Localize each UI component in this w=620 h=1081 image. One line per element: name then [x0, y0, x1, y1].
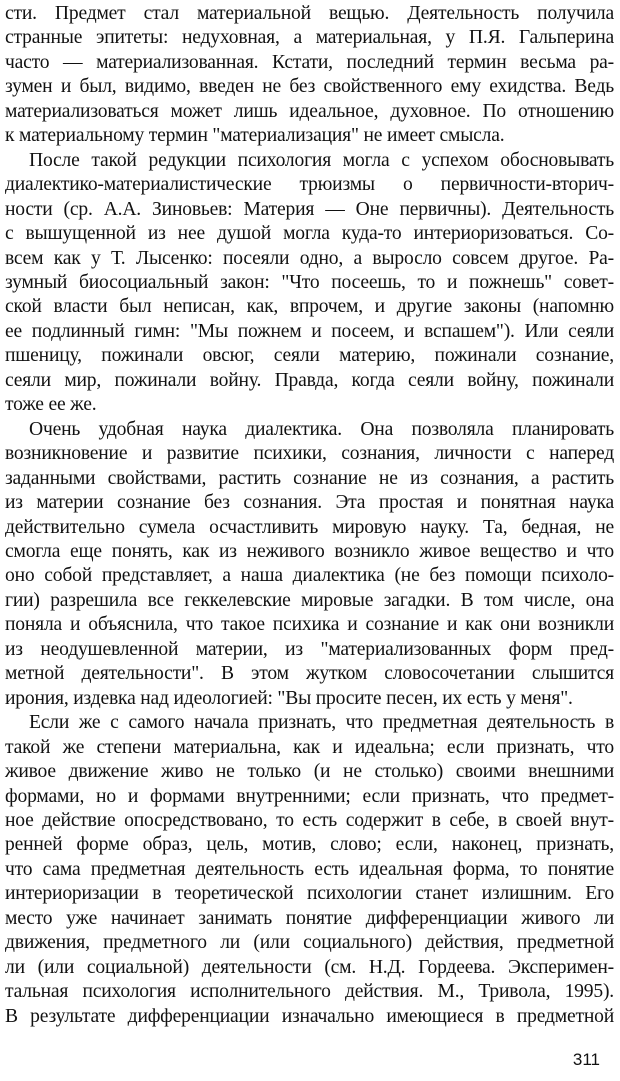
text-line: странные эпитеты: недуховная, а материальная, у П.Я. Гальперина — [5, 27, 614, 49]
text-line: интериоризации в теоретической психологии станет излишним. Его — [5, 883, 614, 905]
text-line: сеяли мир, пожинали войну. Правда, когда сеяли войну, пожинали — [5, 369, 614, 391]
text-line: поняла и объяснила, что такое психика и сознание и как они возникли — [5, 614, 614, 636]
text-line: из неодушевленной материи, из "материализованных форм пред- — [5, 638, 614, 660]
text-line: часто — материализованная. Кстати, последний термин весьма ра- — [5, 51, 614, 73]
text-line: пшеницу, пожинали овсюг, сеяли материю, пожинали сознание, — [5, 345, 614, 367]
text-line: тальная психология исполнительного действия. М., Тривола, 1995). — [5, 981, 614, 1003]
text-line: заданными свойствами, растить сознание не из сознания, а растить — [5, 467, 614, 489]
text-line: ли (или социальной) деятельности (см. Н.Д. Гордеева. Эксперимен- — [5, 956, 614, 978]
text-line: ное действие опосредствовано, то есть содержит в себе, в своей внут- — [5, 809, 614, 831]
text-line: зумен и был, видимо, введен не без свойственного ему ехидства. Ведь — [5, 76, 614, 98]
text-line: сти. Предмет стал материальной вещью. Деятельность получила — [5, 3, 614, 24]
text-line: место уже начинает занимать понятие дифференциации живого ли — [5, 907, 614, 929]
text-line: ской власти был неписан, как, впрочем, и другие законы (напомню — [5, 296, 614, 318]
text-line: Если же с самого начала признать, что предметная деятельность в — [29, 712, 614, 734]
text-line: смогла еще понять, как из неживого возникло живое вещество и что — [5, 540, 614, 562]
text-line: ее подлинный гимн: "Мы пожнем и посеем, и вспашем"). Или сеяли — [5, 320, 614, 342]
text-line: движения, предметного ли (или социального) действия, предметной — [5, 932, 614, 954]
text-line: живое движение живо не только (и не столько) своими внешними — [5, 761, 614, 783]
text-line: ирония, издевка над идеологией: "Вы просите песен, их есть у меня". — [5, 687, 573, 709]
text-line: формами, но и формами внутренними; если признать, что предмет- — [5, 785, 614, 807]
text-line: ренней форме образ, цель, мотив, слово; если, наконец, признать, — [5, 834, 614, 856]
text-line: такой же степени материальна, как и идеальна; если признать, что — [5, 736, 614, 758]
text-line: Очень удобная наука диалектика. Она позволяла планировать — [29, 418, 614, 440]
text-line: что сама предметная деятельность есть идеальная форма, то понятие — [5, 858, 614, 880]
text-line: оно собой представляет, а наша диалектика (не без помощи психоло- — [5, 565, 614, 587]
text-line: из материи сознание без сознания. Эта простая и понятная наука — [5, 492, 614, 514]
text-line: После такой редукции психология могла с успехом обосновывать — [29, 149, 614, 171]
text-line: возникновение и развитие психики, сознания, личности с наперед — [5, 443, 614, 465]
text-line: диалектико-материалистические трюизмы о первичности-вторич- — [5, 174, 614, 196]
page-text — [5, 2, 614, 1029]
text-line: гии) разрешила все геккелевские мировые загадки. В том числе, она — [5, 589, 614, 611]
text-line: материализоваться может лишь идеальное, духовное. По отношению — [5, 100, 614, 122]
text-line: к материальному термин "материализация" не имеет смысла. — [5, 125, 505, 147]
text-line: ности (ср. А.А. Зиновьев: Материя — Оне первичны). Деятельность — [5, 198, 614, 220]
text-line: действительно сумела осчастливить мировую науку. Та, бедная, не — [5, 516, 614, 538]
text-line: зумный биосоциальный закон: "Что посеешь, то и пожнешь" совет- — [5, 271, 614, 293]
page-number: 311 — [572, 1050, 600, 1069]
text-line: В результате дифференциации изначально имеющиеся в предметной — [5, 1005, 614, 1027]
text-line: тоже ее же. — [5, 394, 97, 416]
text-line: метной деятельности". В этом жутком словосочетании слышится — [5, 663, 614, 685]
text-line: с вышущенной из нее душой могла куда-то интериоризоваться. Со- — [5, 223, 614, 245]
text-line: всем как у Т. Лысенко: посеяли одно, а выросло совсем другое. Ра- — [5, 247, 614, 269]
